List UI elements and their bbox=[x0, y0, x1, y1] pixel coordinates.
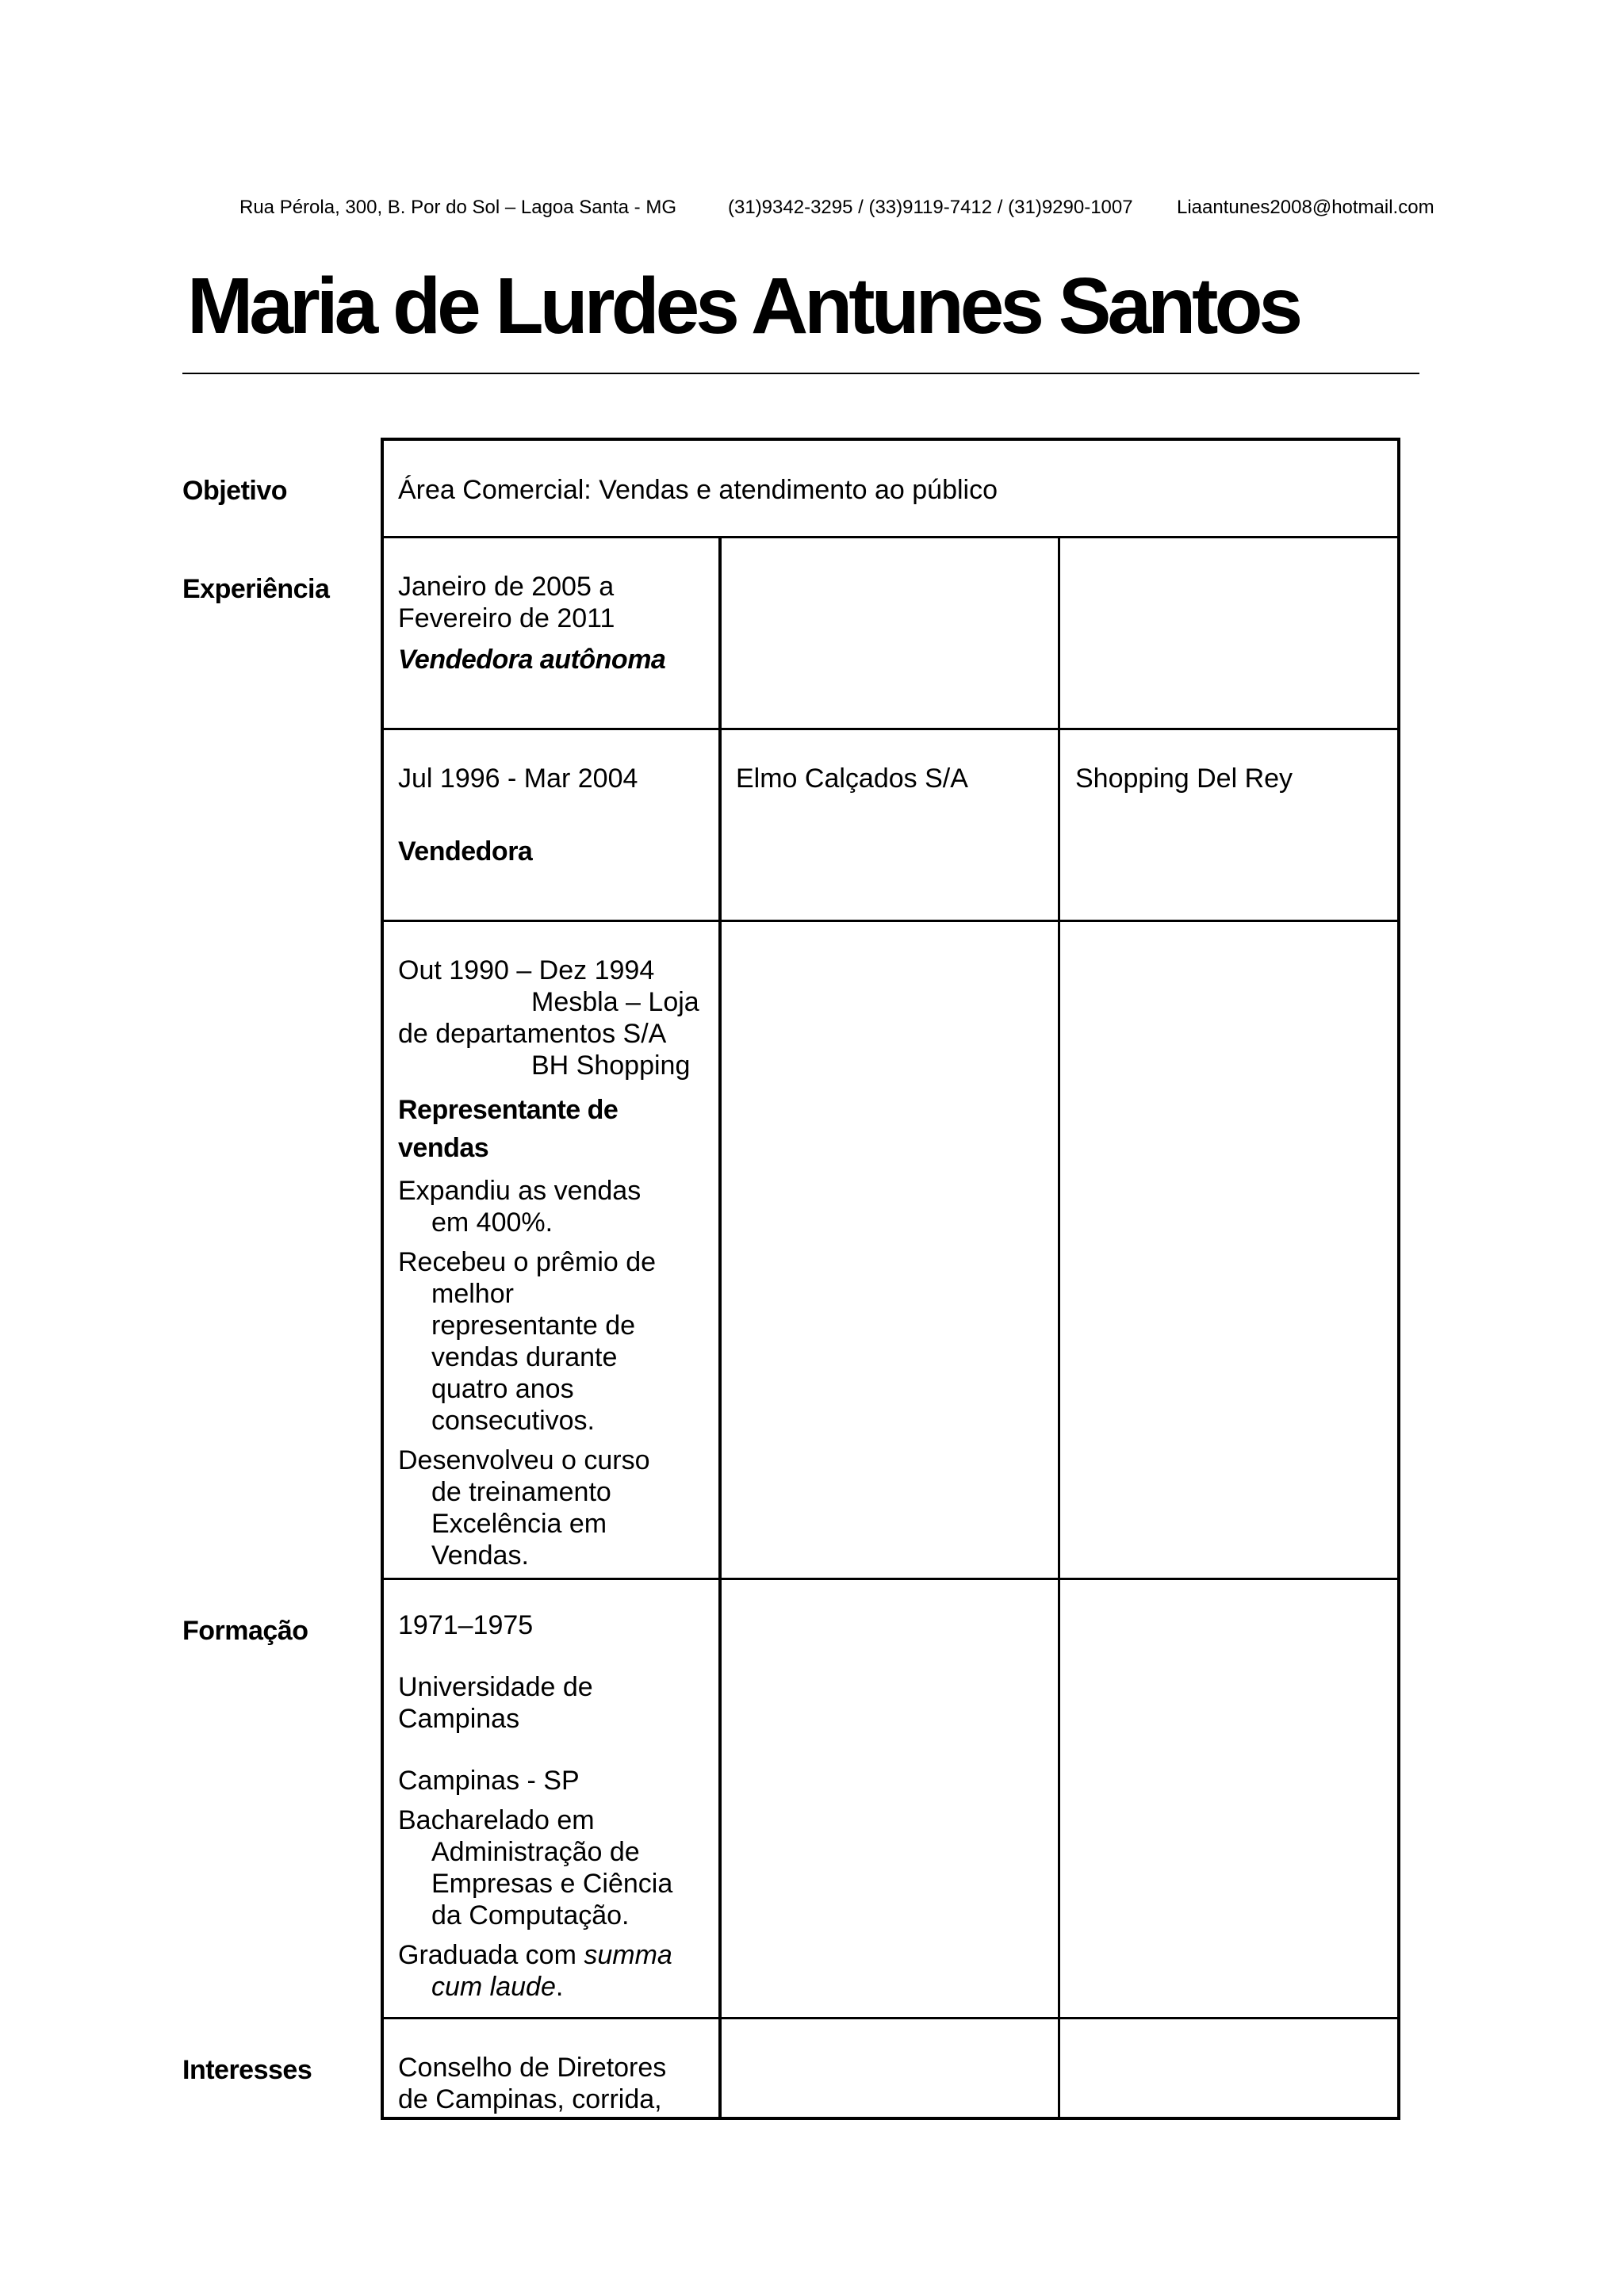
achievement-line: em 400%. bbox=[431, 1207, 553, 1238]
achievement-line: melhor bbox=[431, 1279, 514, 1309]
achievement-line: quatro anos bbox=[431, 1374, 574, 1404]
degree-line: Administração de bbox=[431, 1837, 640, 1867]
education-city: Campinas - SP bbox=[398, 1766, 580, 1796]
contact-address: Rua Pérola, 300, B. Por do Sol – Lagoa Santa - MG bbox=[239, 197, 676, 218]
achievement-line: Excelência em bbox=[431, 1509, 607, 1539]
objective-text: Área Comercial: Vendas e atendimento ao público bbox=[398, 475, 998, 505]
section-label-interesses: Interesses bbox=[182, 2055, 312, 2085]
interests-entry bbox=[398, 2052, 715, 2115]
experience-company: Mesbla – Loja bbox=[531, 987, 699, 1017]
experience-location: Shopping Del Rey bbox=[1075, 763, 1293, 794]
achievement-line: Vendas. bbox=[431, 1540, 529, 1571]
table-row-divider bbox=[381, 1578, 1400, 1580]
contact-email[interactable]: Liaantunes2008@hotmail.com bbox=[1177, 197, 1434, 218]
section-label-formacao: Formação bbox=[182, 1616, 308, 1646]
achievement-line: vendas durante bbox=[431, 1342, 618, 1372]
table-column-divider bbox=[1058, 538, 1060, 2120]
experience-dates: Out 1990 – Dez 1994 bbox=[398, 955, 655, 985]
achievement-item bbox=[398, 1175, 715, 1238]
experience-title: Vendedora autônoma bbox=[398, 645, 666, 675]
table-row-divider bbox=[381, 536, 1400, 538]
table-border-right bbox=[1397, 438, 1400, 2120]
education-degree bbox=[398, 1804, 715, 1931]
table-column-divider bbox=[718, 538, 722, 2120]
degree-line: da Computação. bbox=[431, 1900, 630, 1931]
achievement-line: Expandiu as vendas bbox=[398, 1176, 642, 1206]
experience-company: de departamentos S/A bbox=[398, 1019, 667, 1049]
interests-line: Conselho de Diretores bbox=[398, 2053, 667, 2083]
honors-prefix: Graduada com bbox=[398, 1940, 576, 1970]
experience-company: Elmo Calçados S/A bbox=[736, 763, 968, 794]
experience-dates: Janeiro de 2005 a bbox=[398, 572, 615, 602]
experience-entry bbox=[398, 955, 715, 1571]
experience-title: Representante de bbox=[398, 1095, 619, 1125]
experience-entry bbox=[398, 571, 707, 675]
achievement-line: consecutivos. bbox=[431, 1406, 595, 1436]
honors-latin: cum laude bbox=[431, 1972, 556, 2002]
achievement-line: representante de bbox=[431, 1311, 636, 1341]
contact-phones: (31)9342-3295 / (33)9119-7412 / (31)9290-1007 bbox=[728, 197, 1133, 218]
honors-suffix: . bbox=[555, 1972, 564, 2002]
table-border-left bbox=[381, 438, 384, 2120]
honors-latin: summa bbox=[584, 1940, 672, 1970]
education-entry bbox=[398, 1609, 715, 2003]
education-honors bbox=[398, 1939, 715, 2003]
achievement-line: Recebeu o prêmio de bbox=[398, 1247, 657, 1277]
experience-entry bbox=[398, 763, 707, 867]
education-school: Universidade de bbox=[398, 1672, 593, 1702]
table-row-divider bbox=[381, 728, 1400, 730]
achievement-item bbox=[398, 1246, 715, 1437]
degree-line: Bacharelado em bbox=[398, 1805, 595, 1835]
experience-title: vendas bbox=[398, 1133, 489, 1163]
experience-location: BH Shopping bbox=[531, 1050, 691, 1081]
page-title: Maria de Lurdes Antunes Santos bbox=[187, 262, 1300, 350]
section-label-experiencia: Experiência bbox=[182, 574, 330, 604]
table-border-top bbox=[381, 438, 1400, 441]
table-border-bottom bbox=[381, 2117, 1400, 2120]
table-row-divider bbox=[381, 2017, 1400, 2019]
achievement-line: Desenvolveu o curso bbox=[398, 1445, 650, 1475]
table-row-divider bbox=[381, 920, 1400, 922]
education-school: Campinas bbox=[398, 1704, 520, 1734]
achievement-line: de treinamento bbox=[431, 1477, 611, 1507]
education-years: 1971–1975 bbox=[398, 1610, 534, 1640]
experience-title: Vendedora bbox=[398, 836, 533, 867]
interests-line: de Campinas, corrida, bbox=[398, 2084, 662, 2114]
experience-dates: Fevereiro de 2011 bbox=[398, 603, 615, 633]
experience-dates: Jul 1996 - Mar 2004 bbox=[398, 763, 638, 794]
achievement-item bbox=[398, 1445, 715, 1571]
header-divider bbox=[182, 373, 1419, 374]
section-label-objetivo: Objetivo bbox=[182, 476, 288, 506]
degree-line: Empresas e Ciência bbox=[431, 1869, 673, 1899]
